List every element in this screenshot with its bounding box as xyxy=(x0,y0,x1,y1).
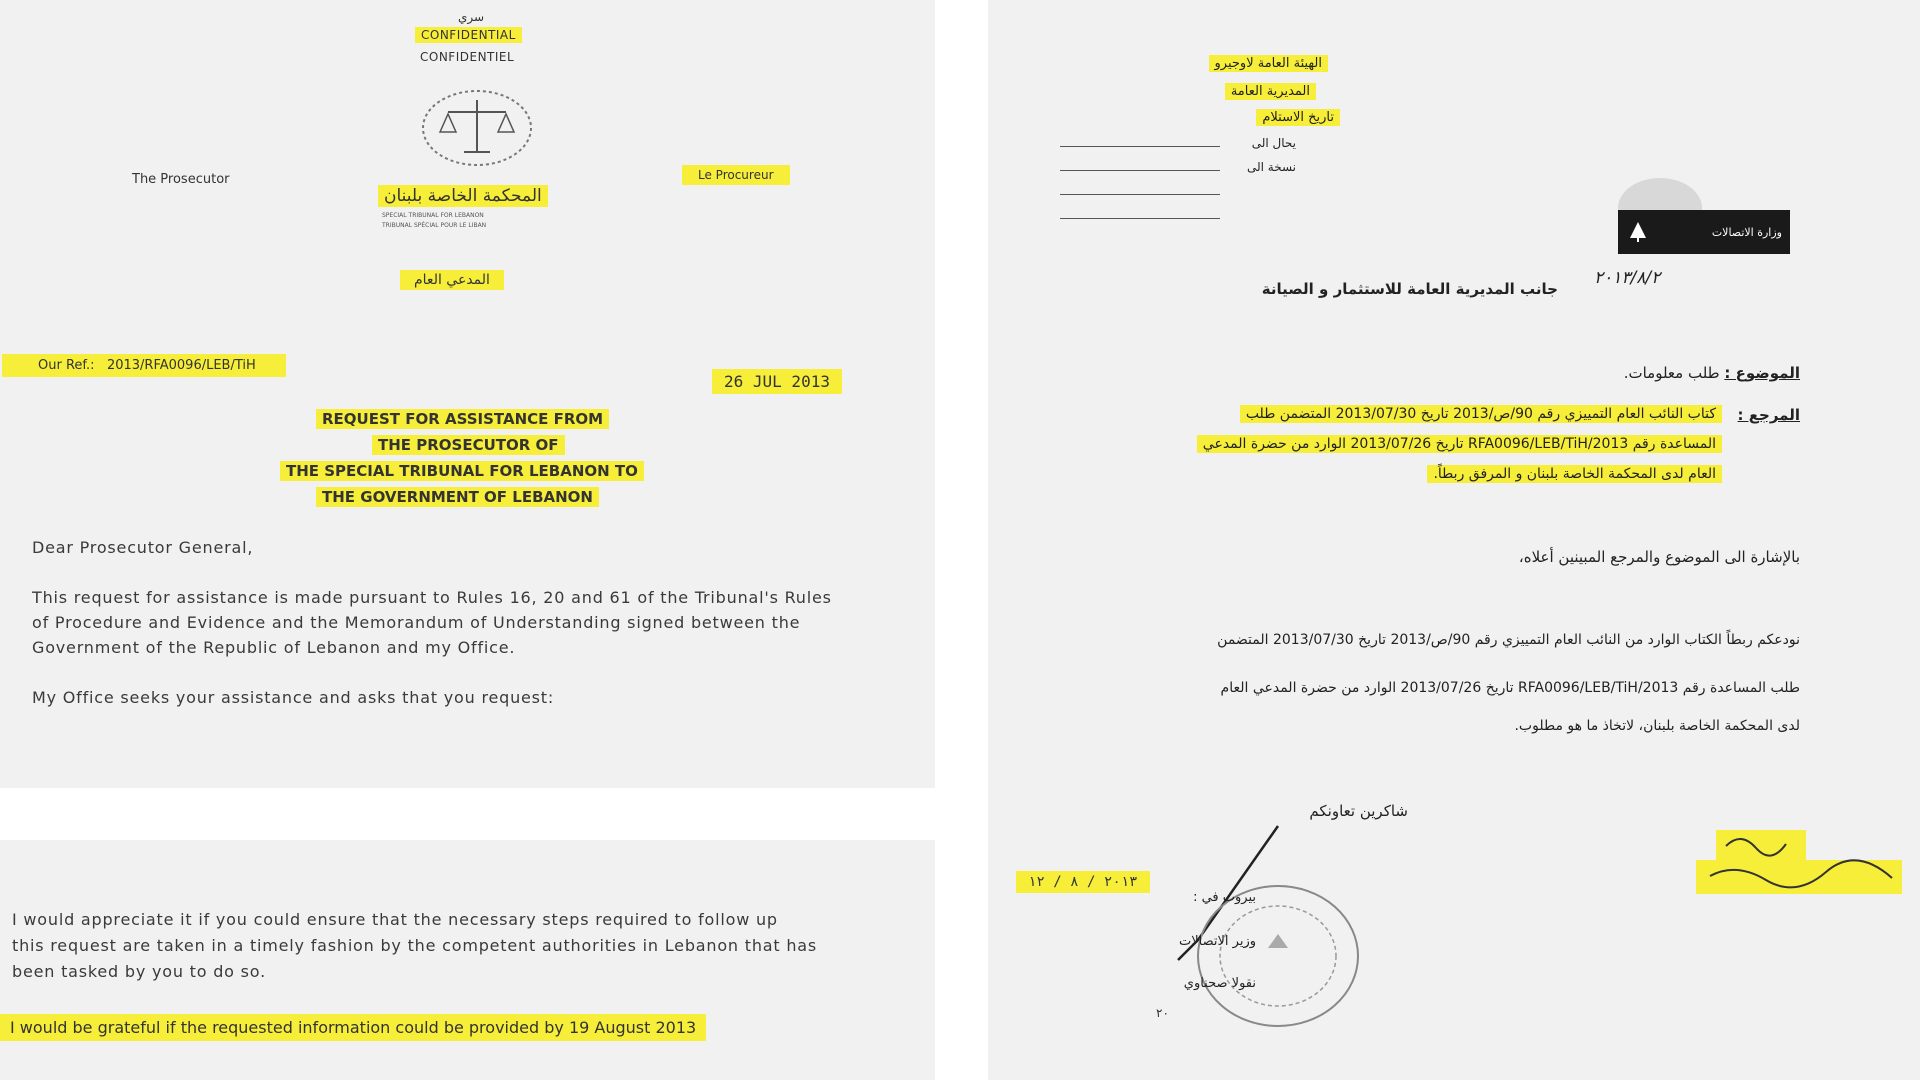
sign-line-beirut: بيروت في : xyxy=(1193,890,1256,905)
sign-line-minister-name: نقولا صحناوي xyxy=(1183,976,1256,991)
title-line-4: THE GOVERNMENT OF LEBANON xyxy=(316,487,599,507)
paragraph-3-line-3: been tasked by you to do so. xyxy=(12,962,266,981)
addressee: جانب المديرية العامة للاستثمار و الصيانة xyxy=(1261,280,1558,298)
paragraph-1-line-2: of Procedure and Evidence and the Memorandum of Understanding signed between the xyxy=(32,613,801,632)
handwritten-date: ٢٠١٣/٨/٢ xyxy=(1594,268,1661,288)
letter-date: 26 JUL 2013 xyxy=(712,369,842,394)
paragraph-3-line-1: I would appreciate it if you could ensure that the necessary steps required to follow up xyxy=(12,910,778,929)
body-line-1: نودعكم ربطاً الكتاب الوارد من النائب العام التمييزي رقم 90/ص/2013 تاريخ 2013/07/30 المتضمن xyxy=(1217,632,1800,648)
form-label-forward: يحال الى xyxy=(1251,136,1296,150)
sign-date: ٢٠١٣ / ٨ / ١٢ xyxy=(1016,871,1150,893)
closing: شاكرين تعاونكم xyxy=(1309,802,1408,820)
handwritten-note-scribble-icon xyxy=(1696,826,1908,898)
ministry-logo: وزارة الاتصالات xyxy=(1618,210,1790,254)
ar-header-line-2: المديرية العامة xyxy=(1225,83,1316,100)
classification-ar: سري xyxy=(458,10,485,24)
confidential-label: CONFIDENTIAL xyxy=(415,27,522,43)
tribunal-scales-logo-icon xyxy=(418,88,536,168)
office-en: The Prosecutor xyxy=(132,172,230,187)
office-ar: المدعي العام xyxy=(400,270,504,290)
court-name-en: SPECIAL TRIBUNAL FOR LEBANON xyxy=(382,212,484,219)
paragraph-1-line-3: Government of the Republic of Lebanon and my Office. xyxy=(32,638,516,657)
office-fr: Le Procureur xyxy=(682,165,790,185)
court-name-fr: TRIBUNAL SPÉCIAL POUR LE LIBAN xyxy=(382,222,487,229)
reference-line-2: المساعدة رقم 2013/RFA0096/LEB/TiH تاريخ 2013/07/26 الوارد من حضرة المدعي xyxy=(1197,435,1722,453)
arabic-letter xyxy=(988,0,1920,1080)
subject: الموضوع : طلب معلومات. xyxy=(1623,364,1800,382)
our-ref: Our Ref.: 2013/RFA0096/LEB/TiH xyxy=(2,354,286,377)
body-intro: بالإشارة الى الموضوع والمرجع المبينين أعلاه، xyxy=(1518,548,1800,566)
body-line-3: لدى المحكمة الخاصة بلبنان، لاتخاذ ما هو مطلوب. xyxy=(1514,718,1800,734)
sign-suffix: ٢٠ xyxy=(1156,1006,1169,1020)
title-line-2: THE PROSECUTOR OF xyxy=(372,435,565,455)
ar-header-line-3: تاريخ الاستلام xyxy=(1256,109,1340,126)
sign-line-minister-title: وزير الاتصالات xyxy=(1178,934,1256,949)
body-line-2: طلب المساعدة رقم 2013/RFA0096/LEB/TiH تاريخ 2013/07/26 الوارد من حضرة المدعي العام xyxy=(1220,680,1800,696)
english-letter-page-1 xyxy=(0,0,935,788)
paragraph-2: My Office seeks your assistance and asks that you request: xyxy=(32,688,555,707)
cedar-tree-icon xyxy=(1626,220,1650,244)
confidentiel-label: CONFIDENTIEL xyxy=(420,50,515,64)
english-letter-page-2 xyxy=(0,840,935,1080)
salutation: Dear Prosecutor General, xyxy=(32,538,254,557)
title-line-3: THE SPECIAL TRIBUNAL FOR LEBANON TO xyxy=(280,461,644,481)
reference-line-1: كتاب النائب العام التمييزي رقم 90/ص/2013 تاريخ 2013/07/30 المتضمن طلب xyxy=(1240,405,1722,423)
reference-label: المرجع : xyxy=(1737,406,1800,424)
form-label-copy: نسخة الى xyxy=(1246,160,1296,174)
paragraph-4-deadline: I would be grateful if the requested information could be provided by 19 August 2013 xyxy=(0,1014,706,1041)
paragraph-1-line-1: This request for assistance is made pursuant to Rules 16, 20 and 61 of the Tribunal's Rules xyxy=(32,588,832,607)
ar-header-line-1: الهيئة العامة لاوجيرو xyxy=(1209,55,1329,72)
court-name-ar: المحكمة الخاصة بلبنان xyxy=(378,185,548,207)
title-line-1: REQUEST FOR ASSISTANCE FROM xyxy=(316,409,609,429)
paragraph-3-line-2: this request are taken in a timely fashion by the competent authorities in Lebanon that has xyxy=(12,936,818,955)
reference-line-3: العام لدى المحكمة الخاصة بلبنان و المرفق ربطاً. xyxy=(1427,465,1722,483)
